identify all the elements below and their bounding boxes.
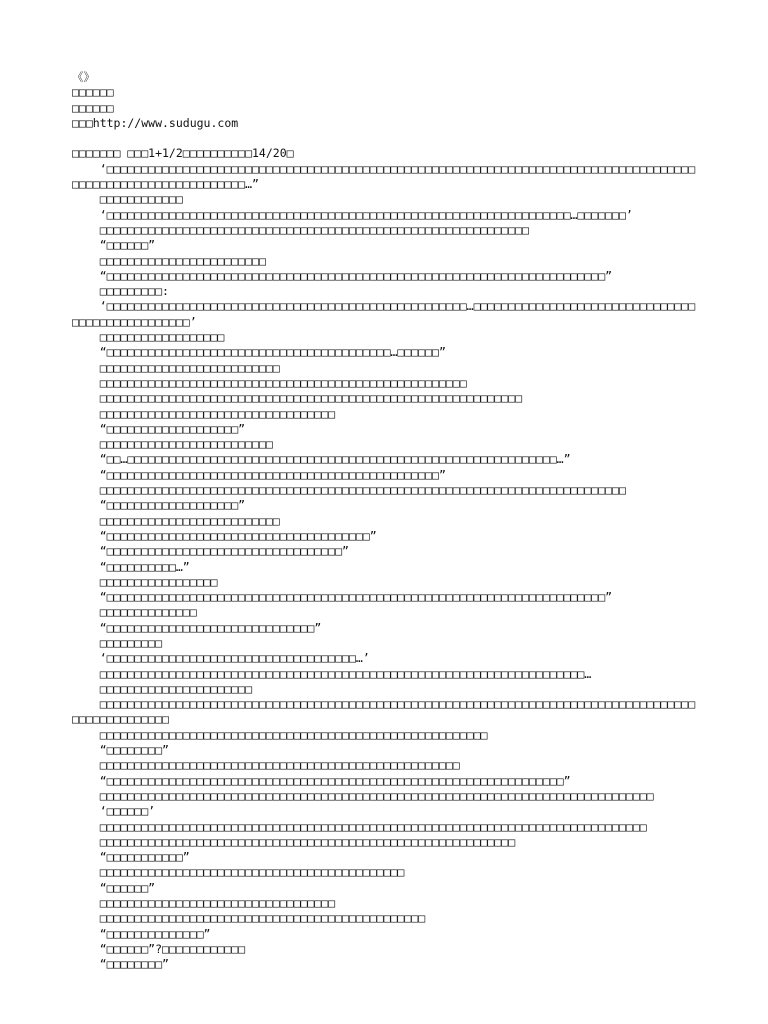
paragraph-line: ‘□□□□□□□□□□□□□□□□□□□□□□□□□□□□□□□□□□□□…’ (72, 651, 370, 666)
header-line-3: □□□□□□ (72, 100, 114, 115)
paragraph-line: □□□□□□□□□□□□□□□□□□□□□□□□□□□□□□□□□□□□□□□□□□□□□□□□□□□□□□□□□□□□ (72, 834, 516, 849)
paragraph-line: □□□□□□□□□□□□□□□□□□ (72, 330, 225, 345)
source-url-line: □□□http://www.sudugu.com (72, 115, 239, 130)
paragraph-line: □□□□□□□□□□□□□□□□□□□□□□□□□□□□□□□□□□□□□□□□□□□□□□□□□□□□□□□□□□□□□□□□□□□□□□□□□□□□ (72, 483, 626, 498)
paragraph-line: □□□□□□□□□□□□□□□□□□□□□□□□□□□□□□□□□□□□□□□□□□□□□□□□□□□□□□□□□□□□□□□□□□□□□□… (72, 666, 592, 681)
document-page (72, 70, 702, 973)
paragraph-line: □□□□□□□□□□□□□□□□□□□□□□□□□□□□□□□□□□□□□□□□□□□□□□□□□□□□□□□□□□□□□ (72, 391, 523, 406)
paragraph-line: “□□□□□□□□□□□□□□□□□□□” (72, 498, 246, 513)
paragraph-line: “□□□□□□□□□□□□□□□□□□□□□□□□□□□□□□□□□□□□□□□□□□□□□□□□□□□□□□□□□□□□□□□□□□□□□□□□” (72, 590, 613, 605)
paragraph-line: “□□□□□□□□□□□□□□□□□□□□□□□□□□□□□□□□□□□□□□□□□□□□□□□□□□□□□□□□□□□□□□□□□□” (72, 773, 571, 788)
paragraph-line: “□□□□□□”?□□□□□□□□□□□□ (72, 941, 246, 956)
paragraph-line: □□□□□□□□□□□□□□□□□□□□□□□□□□□□□□□□□□□□□□□□□□□□□□□□□□□□□□□□□□□□□□□□□□□□□□□□□□□□□□□□ (72, 788, 654, 803)
paragraph-line: □□□□□□□□□□□□□□□□□□□□□□□□ (72, 253, 266, 268)
paragraph-line: “□□□□□□□□□□□” (72, 850, 190, 865)
paragraph-line: ‘□□□□□□’ (72, 804, 156, 819)
paragraph-line: “□□□□□□□□□□□□□□□□□□□” (72, 421, 246, 436)
paragraph-line: “□□□□□□□□” (72, 743, 169, 758)
paragraph-line: □□□□□□□□□ (72, 635, 163, 650)
paragraph-line: “□□□□□□□□□□□□□□□□□□□□□□□□□□□□□□□□□□□□□□□□□□□□□□□□□□□□□□□□□□□□□□□□□□□□□□□□” (72, 268, 613, 283)
paragraph-line: “□□□□□□” (72, 880, 156, 895)
paragraph-line: “□□□□□□□□” (72, 957, 169, 972)
paragraph-line: □□□□□□□□□□□□□□□□□□□□□□□□□□□□□□□□□□□□□□□□□□□□□□□□□□□□□□□□□□□□□□□□□□□□□□□□□□□□□□□ (72, 819, 647, 834)
paragraph-line: “□□□□□□□□□□…” (72, 559, 190, 574)
paragraph-line: □□□□□□□□□□□□□□□□□□□□□□□□□ (72, 437, 273, 452)
paragraph-line: □□□□□□□□□□□□□□□□□□□□□□□□□□□□□□□□□□□□□□□□□□□□□□□□□□□□□□□□ (72, 727, 488, 742)
paragraph-line: “□□□□□□□□□□□□□□□□□□□□□□□□□□□□□□□□□□□□□□□□□…□□□□□□” (72, 345, 446, 360)
paragraph-line: □□□□□□□□□□□□ (72, 192, 183, 207)
paragraph-line: □□□□□□□□□□□□□□□□□□□□□□□□□□□□□□□□□□ (72, 406, 336, 421)
paragraph-line: “□□□□□□□□□□□□□□□□□□□□□□□□□□□□□□” (72, 620, 322, 635)
paragraph-line: □□□□□□□□□□□□□□□□□□□□□□□□□□□□□□□□□□□□□□□□□□□□□□□□□□□□ (72, 758, 460, 773)
header-line-2: □□□□□□ (72, 85, 114, 100)
paragraph-line: “□□…□□□□□□□□□□□□□□□□□□□□□□□□□□□□□□□□□□□□□□□□□□□□□□□□□□□□□□□□□□□□□□…” (72, 452, 571, 467)
paragraph-line: “□□□□□□□□□□□□□□□□□□□□□□□□□□□□□□□□□□□□□□” (72, 528, 377, 543)
paragraph-line: □□□□□□□□□: (72, 284, 169, 299)
paragraph-line: □□□□□□□□□□□□□□□□□ (72, 574, 218, 589)
paragraph-line: “□□□□□□□□□□□□□□□□□□□□□□□□□□□□□□□□□□” (72, 544, 349, 559)
paragraph-line: □□□□□□□□□□□□□□□□□□□□□□□□□□□□□□□□□□□□□□□□□□□□□□□□□□□□□□□□□□□□□□ (72, 222, 529, 237)
paragraph-line: □□□□□□□□□□□□□□□□□□□□□□□□□□□□□□□□□□□□□□□□□□□□□□□□□□□□□ (72, 375, 467, 390)
paragraph-line: □□□□□□□□□□□□□□□□□□□□□□□□□□□□□□□□□□□□□□□□□□□□□□□ (72, 911, 426, 926)
book-title-marks: 《》 (72, 70, 95, 84)
paragraph-line: □□□□□□□□□□□□□□□□□□□□□□□□□□□□□□□□□□□□□□□□□□□□□□□□□□□□□□□□□□□□□□□□□□□□□□□□□□□□□□□□□□□□□□□□□□□□□□□□□□□□ (72, 697, 696, 727)
paragraph-line: □□□□□□□□□□□□□□□□□□□□□□□□□□ (72, 513, 280, 528)
paragraph-line: □□□□□□□□□□□□□□□□□□□□□□□□□□□□□□□□□□ (72, 896, 336, 911)
paragraph-line: “□□□□□□□□□□□□□□□□□□□□□□□□□□□□□□□□□□□□□□□□□□□□□□□□” (72, 467, 446, 482)
document-header (72, 70, 702, 131)
paragraph-line: □□□□□□□□□□□□□□□□□□□□□□□□□□ (72, 360, 280, 375)
paragraph-line: “□□□□□□□□□□□□□□” (72, 926, 211, 941)
chapter-line: □□□□□□□ □□□1+1/2□□□□□□□□□□14/20□ (72, 146, 294, 161)
paragraph-line: “□□□□□□” (72, 238, 156, 253)
paragraph-list (72, 162, 702, 973)
paragraph-line: ‘□□□□□□□□□□□□□□□□□□□□□□□□□□□□□□□□□□□□□□□□□□□□□□□□□□□□…□□□□□□□□□□□□□□□□□□□□□□□□□□□□□□□□□□□□□□□□□□□□□□□□□’ (72, 299, 696, 329)
paragraph-line: □□□□□□□□□□□□□□□□□□□□□□□□□□□□□□□□□□□□□□□□□□□□ (72, 865, 405, 880)
paragraph-line: □□□□□□□□□□□□□□□□□□□□□□ (72, 681, 253, 696)
paragraph-line: ‘□□□□□□□□□□□□□□□□□□□□□□□□□□□□□□□□□□□□□□□□□□□□□□□□□□□□□□□□□□□□□□□□□□□…□□□□□□□’ (72, 207, 633, 222)
paragraph-line: ‘□□□□□□□□□□□□□□□□□□□□□□□□□□□□□□□□□□□□□□□□□□□□□□□□□□□□□□□□□□□□□□□□□□□□□□□□□□□□□□□□□□□□□□□□□□□□□□□□□□□□□□□□□□□□□□…” (72, 161, 696, 192)
document-body (72, 146, 702, 972)
section-gap (72, 131, 702, 146)
paragraph-line: □□□□□□□□□□□□□□ (72, 605, 197, 620)
